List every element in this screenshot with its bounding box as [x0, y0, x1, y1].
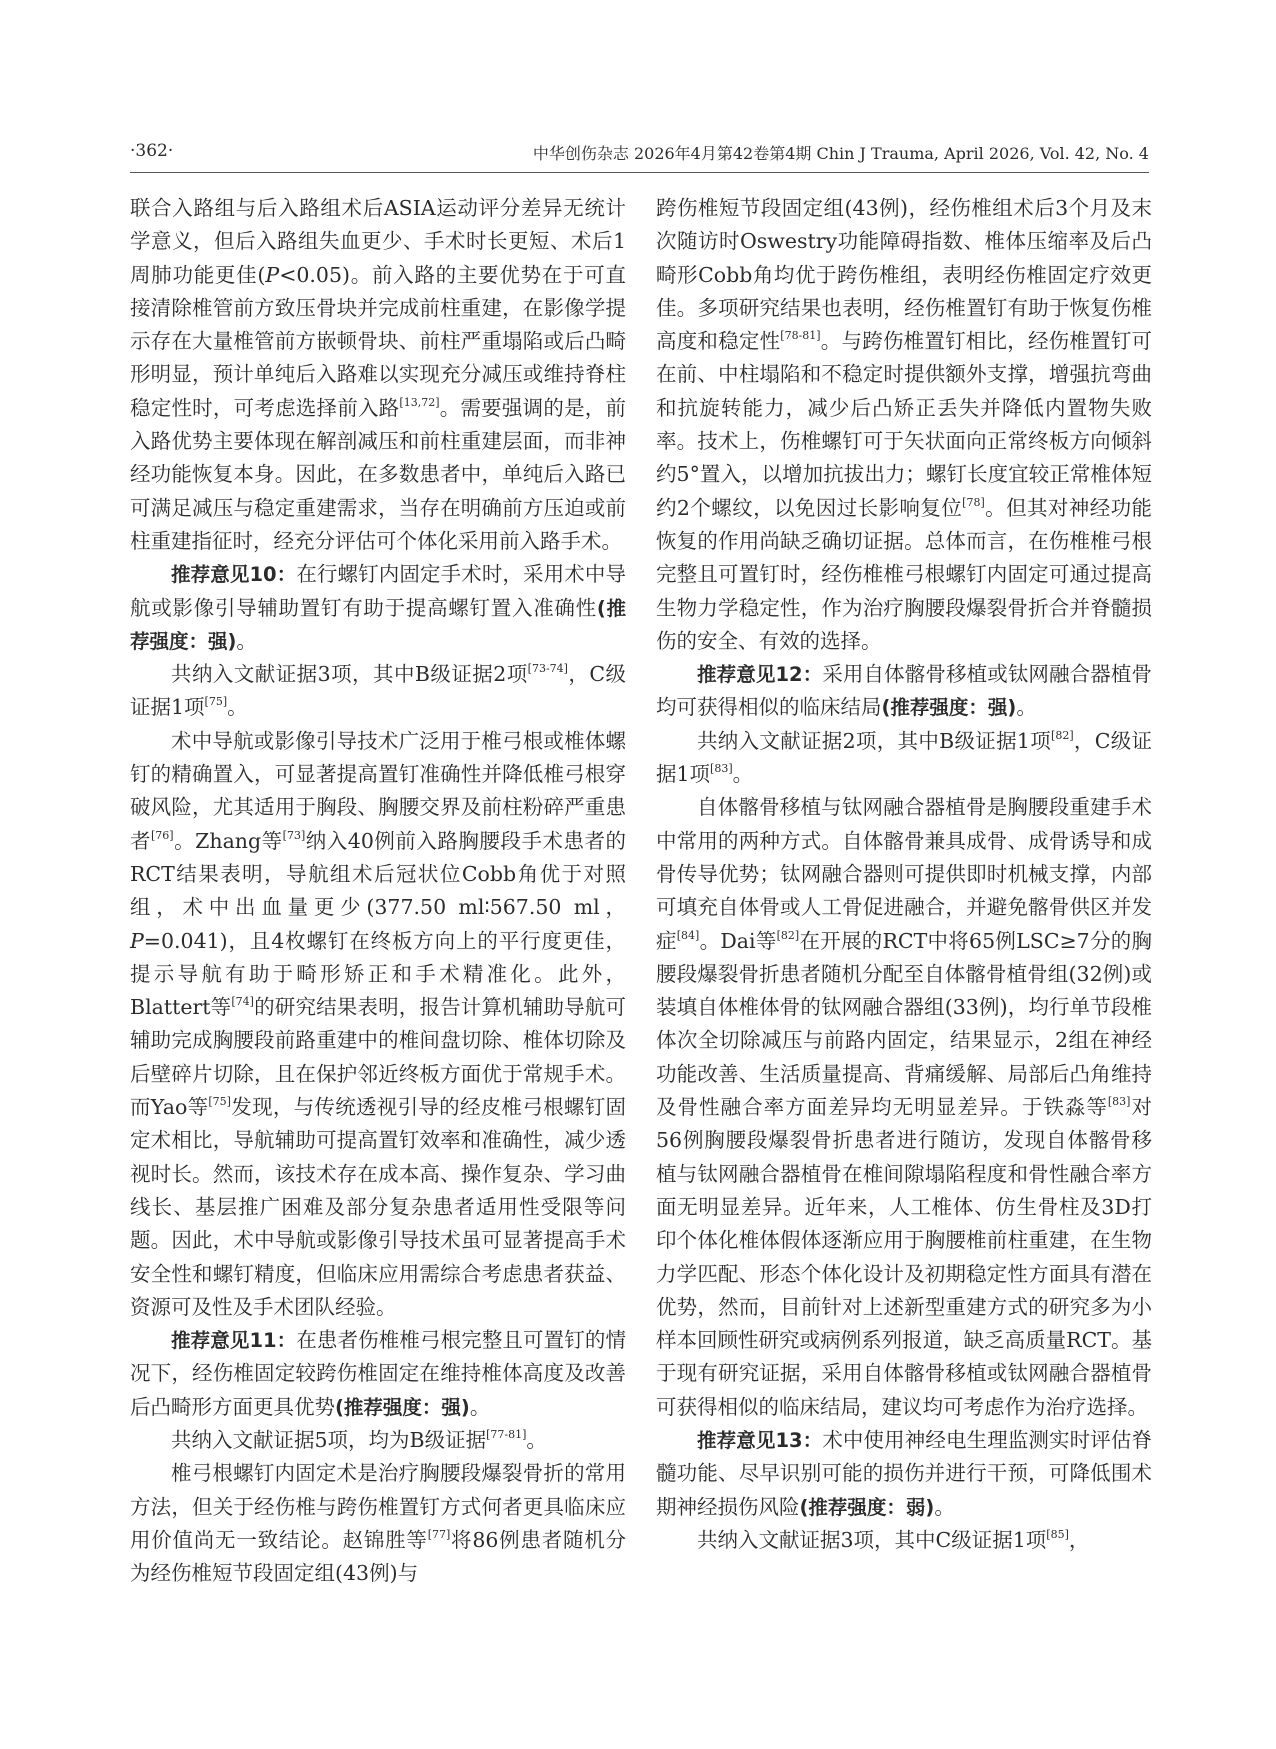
citation[interactable]: [82]: [1051, 728, 1074, 742]
recommendation-strength: (推荐强度：强): [130, 596, 626, 653]
citation[interactable]: [77]: [427, 1527, 451, 1541]
paragraph-pedicle-screw: 椎弓根螺钉内固定术是治疗胸腰段爆裂骨折的常用方法，但关于经伤椎与跨伤椎置钉方式何者更具临床应用价值尚无一致结论。赵锦胜等[77]将86例患者随机分为经伤椎短节段固定组(43例)与: [130, 1461, 626, 1586]
recommendation-11: 推荐意见11：在患者伤椎椎弓根完整且可置钉的情况下，经伤椎固定较跨伤椎固定在维持椎体高度及改善后凸畸形方面更具优势(推荐强度：强)。: [130, 1328, 626, 1419]
citation[interactable]: [83]: [710, 762, 733, 776]
citation[interactable]: [78]: [962, 495, 985, 509]
citation[interactable]: [75]: [204, 695, 228, 709]
evidence-13: 共纳入文献证据3项，其中C级证据1项[85]，: [697, 1527, 1090, 1552]
paragraph-bone-graft: 自体髂骨移植与钛网融合器植骨是胸腰段重建手术中常用的两种方式。自体髂骨兼具成骨、成骨诱导和成骨传导优势；钛网融合器则可提供即时机械支撑，内部可填充自体骨或人工骨促进融合，并避免髂骨供区并发症[84]。Dai等[82]在开展的RCT中将65例LSC≥7分的胸腰段爆裂骨折患者随机分配至自体髂骨植骨组(32例)或装填自体椎体骨的钛网融合器组(33例)，均行单节段椎体次全切除减压与前路内固定，结果显示，2组在神经功能改善、生活质量提高、背痛缓解、局部后凸角维持及骨性融合率方面差异均无明显差异。于铁淼等[83]对56例胸腰段爆裂骨折患者进行随访，发现自体髂骨移植与钛网融合器植骨在椎间隙塌陷程度和骨性融合率方面无明显差异。近年来，人工椎体、仿生骨柱及3D打印个体化椎体假体逐渐应用于胸腰椎前柱重建，在生物力学匹配、形态个体化设计及初期稳定性方面具有潜在优势，然而，目前针对上述新型重建方式的研究多为小样本回顾性研究或病例系列报道，缺乏高质量RCT。基于现有研究证据，采用自体髂骨移植或钛网融合器植骨可获得相似的临床结局，建议均可考虑作为治疗选择。: [656, 795, 1153, 1419]
citation[interactable]: [13,72]: [399, 395, 440, 409]
right-column: [656, 192, 1152, 1557]
running-header: 中华创伤杂志 2026年4月第42卷第4期 Chin J Trauma, April 2026, Vol. 42, No. 4: [532, 144, 1149, 163]
citation[interactable]: [74]: [231, 995, 254, 1009]
citation[interactable]: [73]: [282, 828, 306, 842]
citation[interactable]: [76]: [151, 828, 174, 842]
citation[interactable]: [77-81]: [486, 1427, 527, 1441]
recommendation-10: 推荐意见10：在行螺钉内固定手术时，采用术中导航或影像引导辅助置钉有助于提高螺钉置入准确性(推荐强度：强)。: [130, 562, 626, 653]
citation[interactable]: [78-81]: [780, 329, 821, 343]
evidence-11: 共纳入文献证据5项，均为B级证据[77-81]。: [171, 1427, 547, 1452]
citation[interactable]: [85]: [1046, 1527, 1069, 1541]
paragraph-injured-vertebra: 跨伤椎短节段固定组(43例)，经伤椎组术后3个月及末次随访时Oswestry功能障碍指数、椎体压缩率及后凸畸形Cobb角均优于跨伤椎组，表明经伤椎固定疗效更佳。多项研究结果也表明，经伤椎置钉有助于恢复伤椎高度和稳定性[78-81]。与跨伤椎置钉相比，经伤椎置钉可在前、中柱塌陷和不稳定时提供额外支撑，增强抗弯曲和抗旋转能力，减少后凸矫正丢失并降低内置物失败率。技术上，伤椎螺钉可于矢状面向正常终板方向倾斜约5°置入，以增加抗拔出力；螺钉长度宜较正常椎体短约2个螺纹，以免因过长影响复位[78]。但其对神经功能恢复的作用尚缺乏确切证据。总体而言，在伤椎椎弓根完整且可置钉时，经伤椎椎弓根螺钉内固定可通过提高生物力学稳定性，作为治疗胸腰段爆裂骨折合并脊髓损伤的安全、有效的选择。: [656, 196, 1153, 653]
recommendation-strength: (推荐强度：弱): [799, 1495, 935, 1519]
citation[interactable]: [83]: [1107, 1095, 1131, 1109]
citation[interactable]: [73-74]: [527, 662, 568, 676]
recommendation-label: 推荐意见11：: [171, 1329, 297, 1353]
recommendation-13: 推荐意见13：术中使用神经电生理监测实时评估脊髓功能、尽早识别可能的损伤并进行干预，可降低围术期神经损伤风险(推荐强度：弱)。: [656, 1427, 1152, 1519]
left-column: [130, 192, 626, 1590]
recommendation-strength: (推荐强度：强): [335, 1395, 470, 1419]
recommendation-strength: (推荐强度：强): [881, 696, 1017, 720]
page-number: ·362·: [130, 141, 174, 161]
paragraph-navigation: 术中导航或影像引导技术广泛用于椎弓根或椎体螺钉的精确置入，可显著提高置钉准确性并降低椎弓根穿破风险，尤其适用于胸段、胸腰交界及前柱粉碎严重患者[76]。Zhang等[73]纳入40例前入路胸腰段手术患者的RCT结果表明，导航组术后冠状位Cobb角优于对照组，术中出血量更少(377.50 ml∶567.50 ml，P=0.041)，且4枚螺钉在终板方向上的平行度更佳，提示导航有助于畸形矫正和手术精准化。此外，Blattert等[74]的研究结果表明，报告计算机辅助导航可辅助完成胸腰段前路重建中的椎间盘切除、椎体切除及后壁碎片切除，且在保护邻近终板方面优于常规手术。而Yao等[75]发现，与传统透视引导的经皮椎弓根螺钉固定术相比，导航辅助可提高置钉效率和准确性，减少透视时长。然而，该技术存在成本高、操作复杂、学习曲线长、基层推广困难及部分复杂患者适用性受限等问题。因此，术中导航或影像引导技术虽可显著提高手术安全性和螺钉精度，但临床应用需综合考虑患者获益、资源可及性及手术团队经验。: [130, 728, 627, 1319]
recommendation-label: 推荐意见10：: [171, 563, 297, 587]
recommendation-12: 推荐意见12：采用自体髂骨移植或钛网融合器植骨均可获得相似的临床结局(推荐强度：强)。: [656, 662, 1152, 720]
evidence-10: 共纳入文献证据3项，其中B级证据2项[73-74]，C级证据1项[75]。: [130, 662, 626, 720]
citation[interactable]: [75]: [208, 1095, 231, 1109]
citation[interactable]: [82]: [776, 928, 800, 942]
evidence-12: 共纳入文献证据2项，其中B级证据1项[82]，C级证据1项[83]。: [656, 728, 1153, 787]
recommendation-label: 推荐意见13：: [697, 1428, 823, 1452]
paragraph-approach-comparison: 联合入路组与后入路组术后ASIA运动评分差异无统计学意义，但后入路组失血更少、手术时长更短、术后1周肺功能更佳(P<0.05)。前入路的主要优势在于可直接清除椎管前方致压骨块并完成前柱重建，在影像学提示存在大量椎管前方嵌顿骨块、前柱严重塌陷或后凸畸形明显，预计单纯后入路难以实现充分减压或维持脊柱稳定性时，可考虑选择前入路[13,72]。需要强调的是，前入路优势主要体现在解剖减压和前柱重建层面，而非神经功能恢复本身。因此，在多数患者中，单纯后入路已可满足减压与稳定重建需求，当存在明确前方压迫或前柱重建指征时，经充分评估可个体化采用前入路手术。: [130, 196, 627, 553]
header-rule: [130, 172, 1149, 173]
citation[interactable]: [84]: [676, 928, 700, 942]
recommendation-label: 推荐意见12：: [697, 663, 823, 687]
